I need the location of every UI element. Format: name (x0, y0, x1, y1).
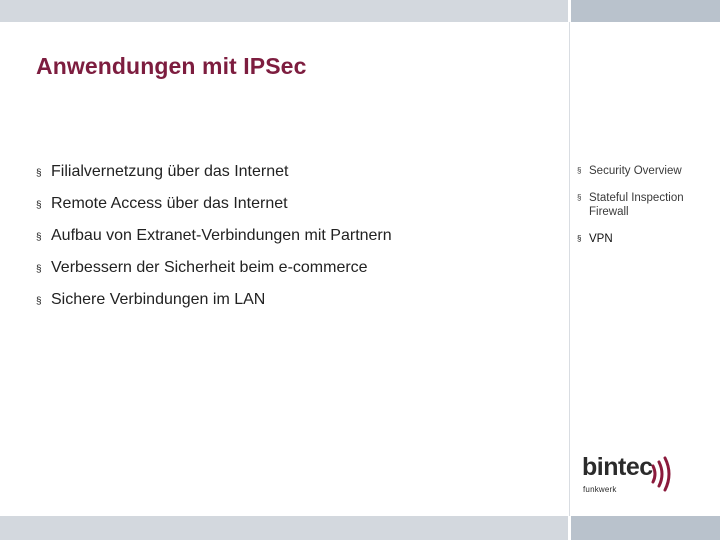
bullet-marker: § (36, 296, 42, 307)
sidebar-item-label: Stateful Inspection Firewall (589, 192, 684, 218)
bullet-item (36, 227, 392, 259)
bullet-marker: § (577, 166, 582, 175)
sidebar-item-label: VPN (589, 233, 613, 245)
vertical-divider (569, 22, 570, 516)
bullet-marker: § (36, 264, 42, 275)
bullet-text: Remote Access über das Internet (51, 195, 288, 212)
top-band-left (0, 0, 568, 22)
bottom-band-right (571, 516, 720, 540)
bullet-text: Aufbau von Extranet-Verbindungen mit Partnern (51, 227, 392, 244)
logo-subline: funkwerk (583, 485, 617, 494)
bullet-text: Verbessern der Sicherheit beim e-commerce (51, 259, 368, 276)
bullet-text: Filialvernetzung über das Internet (51, 163, 289, 180)
sidebar-item-vpn (577, 232, 713, 252)
bullet-marker: § (36, 200, 42, 211)
logo-wordmark: bintec (582, 453, 653, 481)
main-bullet-list (36, 163, 392, 323)
sidebar-item-stateful-firewall (577, 191, 713, 232)
bullet-marker: § (36, 232, 42, 243)
bullet-item (36, 163, 392, 195)
bullet-item (36, 259, 392, 291)
bullet-marker: § (577, 193, 582, 202)
bintec-logo (582, 452, 678, 498)
bullet-item (36, 291, 392, 323)
top-band-right (571, 0, 720, 22)
bullet-marker: § (36, 168, 42, 179)
signal-waves-icon (650, 454, 678, 494)
bullet-text: Sichere Verbindungen im LAN (51, 291, 266, 308)
bottom-band-left (0, 516, 568, 540)
sidebar-topic-list (577, 164, 713, 252)
bullet-item (36, 195, 392, 227)
sidebar-item-security-overview (577, 164, 713, 191)
slide-title: Anwendungen mit IPSec (36, 53, 307, 79)
sidebar-item-label: Security Overview (589, 165, 682, 177)
bullet-marker: § (577, 234, 582, 243)
